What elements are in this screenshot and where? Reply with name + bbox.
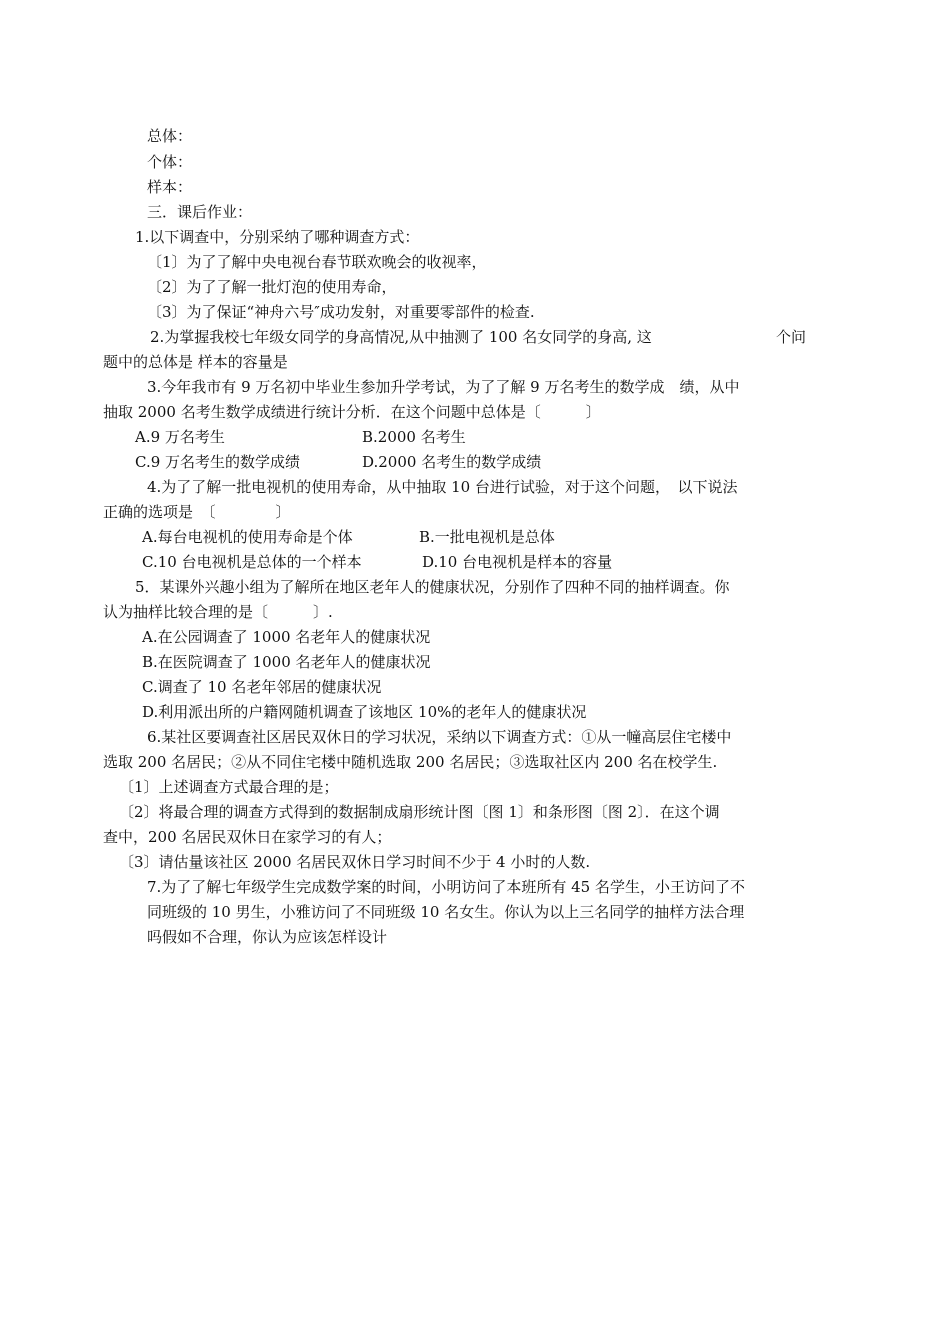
question-7-line-1: 7.为了了解七年级学生完成数学案的时间，小明访问了本班所有 45 名学生，小王访问了不 (147, 878, 745, 896)
question-1-item-3: 〔3〕为了保证“神舟六号″成功发射，对重要零部件的检查. (147, 303, 535, 321)
question-5-line-1: 5．某课外兴趣小组为了解所在地区老年人的健康状况，分别作了四种不同的抽样调查。你 (135, 578, 730, 596)
question-3-line-2: 抽取 2000 名考生数学成绩进行统计分析．在这个问题中总体是〔 〕 (103, 403, 601, 421)
question-5-option-d: D.利用派出所的户籍网随机调查了该地区 10%的老年人的健康状况 (142, 703, 587, 721)
question-2-line-2: 题中的总体是 样本的容量是 (103, 353, 288, 371)
question-3-option-d: D.2000 名考生的数学成绩 (362, 453, 542, 471)
question-4-line-1: 4.为了了解一批电视机的使用寿命，从中抽取 10 台进行试验，对于这个问题， 以下说法 (147, 478, 738, 496)
question-3-option-a: A.9 万名考生 (135, 428, 225, 446)
question-5-option-b: B.在医院调查了 1000 名老年人的健康状况 (142, 653, 431, 671)
question-6-line-1: 6.某社区要调查社区居民双休日的学习状况，采纳以下调查方式：①从一幢高层住宅楼中 (147, 728, 732, 746)
question-5-line-2: 认为抽样比较合理的是〔 〕. (103, 603, 333, 621)
label-sample: 样本： (147, 178, 193, 196)
question-5-option-a: A.在公园调查了 1000 名老年人的健康状况 (142, 628, 431, 646)
question-3-option-c: C.9 万名考生的数学成绩 (135, 453, 301, 471)
label-individual: 个体： (147, 153, 193, 171)
question-4-option-b: B.一批电视机是总体 (419, 528, 555, 546)
question-1: 1.以下调查中，分别采纳了哪种调查方式： (135, 228, 420, 246)
question-7-line-3: 吗假如不合理，你认为应该怎样设计 (147, 928, 388, 946)
question-4-option-c: C.10 台电视机是总体的一个样本 (142, 553, 362, 571)
question-4-option-d: D.10 台电视机是样本的容量 (422, 553, 613, 571)
question-1-item-2: 〔2〕为了了解一批灯泡的使用寿命， (147, 278, 397, 296)
question-6-line-2: 选取 200 名居民；②从不同住宅楼中随机选取 200 名居民；③选取社区内 200 名在校学生. (103, 753, 718, 771)
question-2-line-1-end: 个问 (776, 328, 807, 346)
question-6-part-2-line-1: 〔2〕将最合理的调查方式得到的数据制成扇形统计图〔图 1〕和条形图〔图 2〕．在这个调 (119, 803, 720, 821)
question-3-line-1: 3.今年我市有 9 万名初中毕业生参加升学考试，为了了解 9 万名考生的数学成 绩，从中 (147, 378, 740, 396)
question-6-part-1: 〔1〕上述调查方式最合理的是； (119, 778, 339, 796)
question-7-line-2: 同班级的 10 男生，小雅访问了不同班级 10 名女生。你认为以上三名同学的抽样方法合理 (147, 903, 745, 921)
label-population: 总体： (147, 127, 193, 145)
question-6-part-3: 〔3〕请估量该社区 2000 名居民双休日学习时间不少于 4 小时的人数. (119, 853, 591, 871)
question-2-line-1: 2.为掌握我校七年级女同学的身高情况,从中抽测了 100 名女同学的身高, 这 (150, 328, 652, 346)
question-4-line-2: 正确的选项是 〔 〕 (103, 503, 291, 521)
question-1-item-1: 〔1〕为了了解中央电视台春节联欢晚会的收视率， (147, 253, 487, 271)
question-3-option-b: B.2000 名考生 (362, 428, 466, 446)
section-heading-homework: 三．课后作业： (147, 203, 253, 221)
question-4-option-a: A.每台电视机的使用寿命是个体 (142, 528, 353, 546)
question-6-part-2-line-2: 查中，200 名居民双休日在家学习的有人； (103, 828, 392, 846)
question-5-option-c: C.调查了 10 名老年邻居的健康状况 (142, 678, 382, 696)
